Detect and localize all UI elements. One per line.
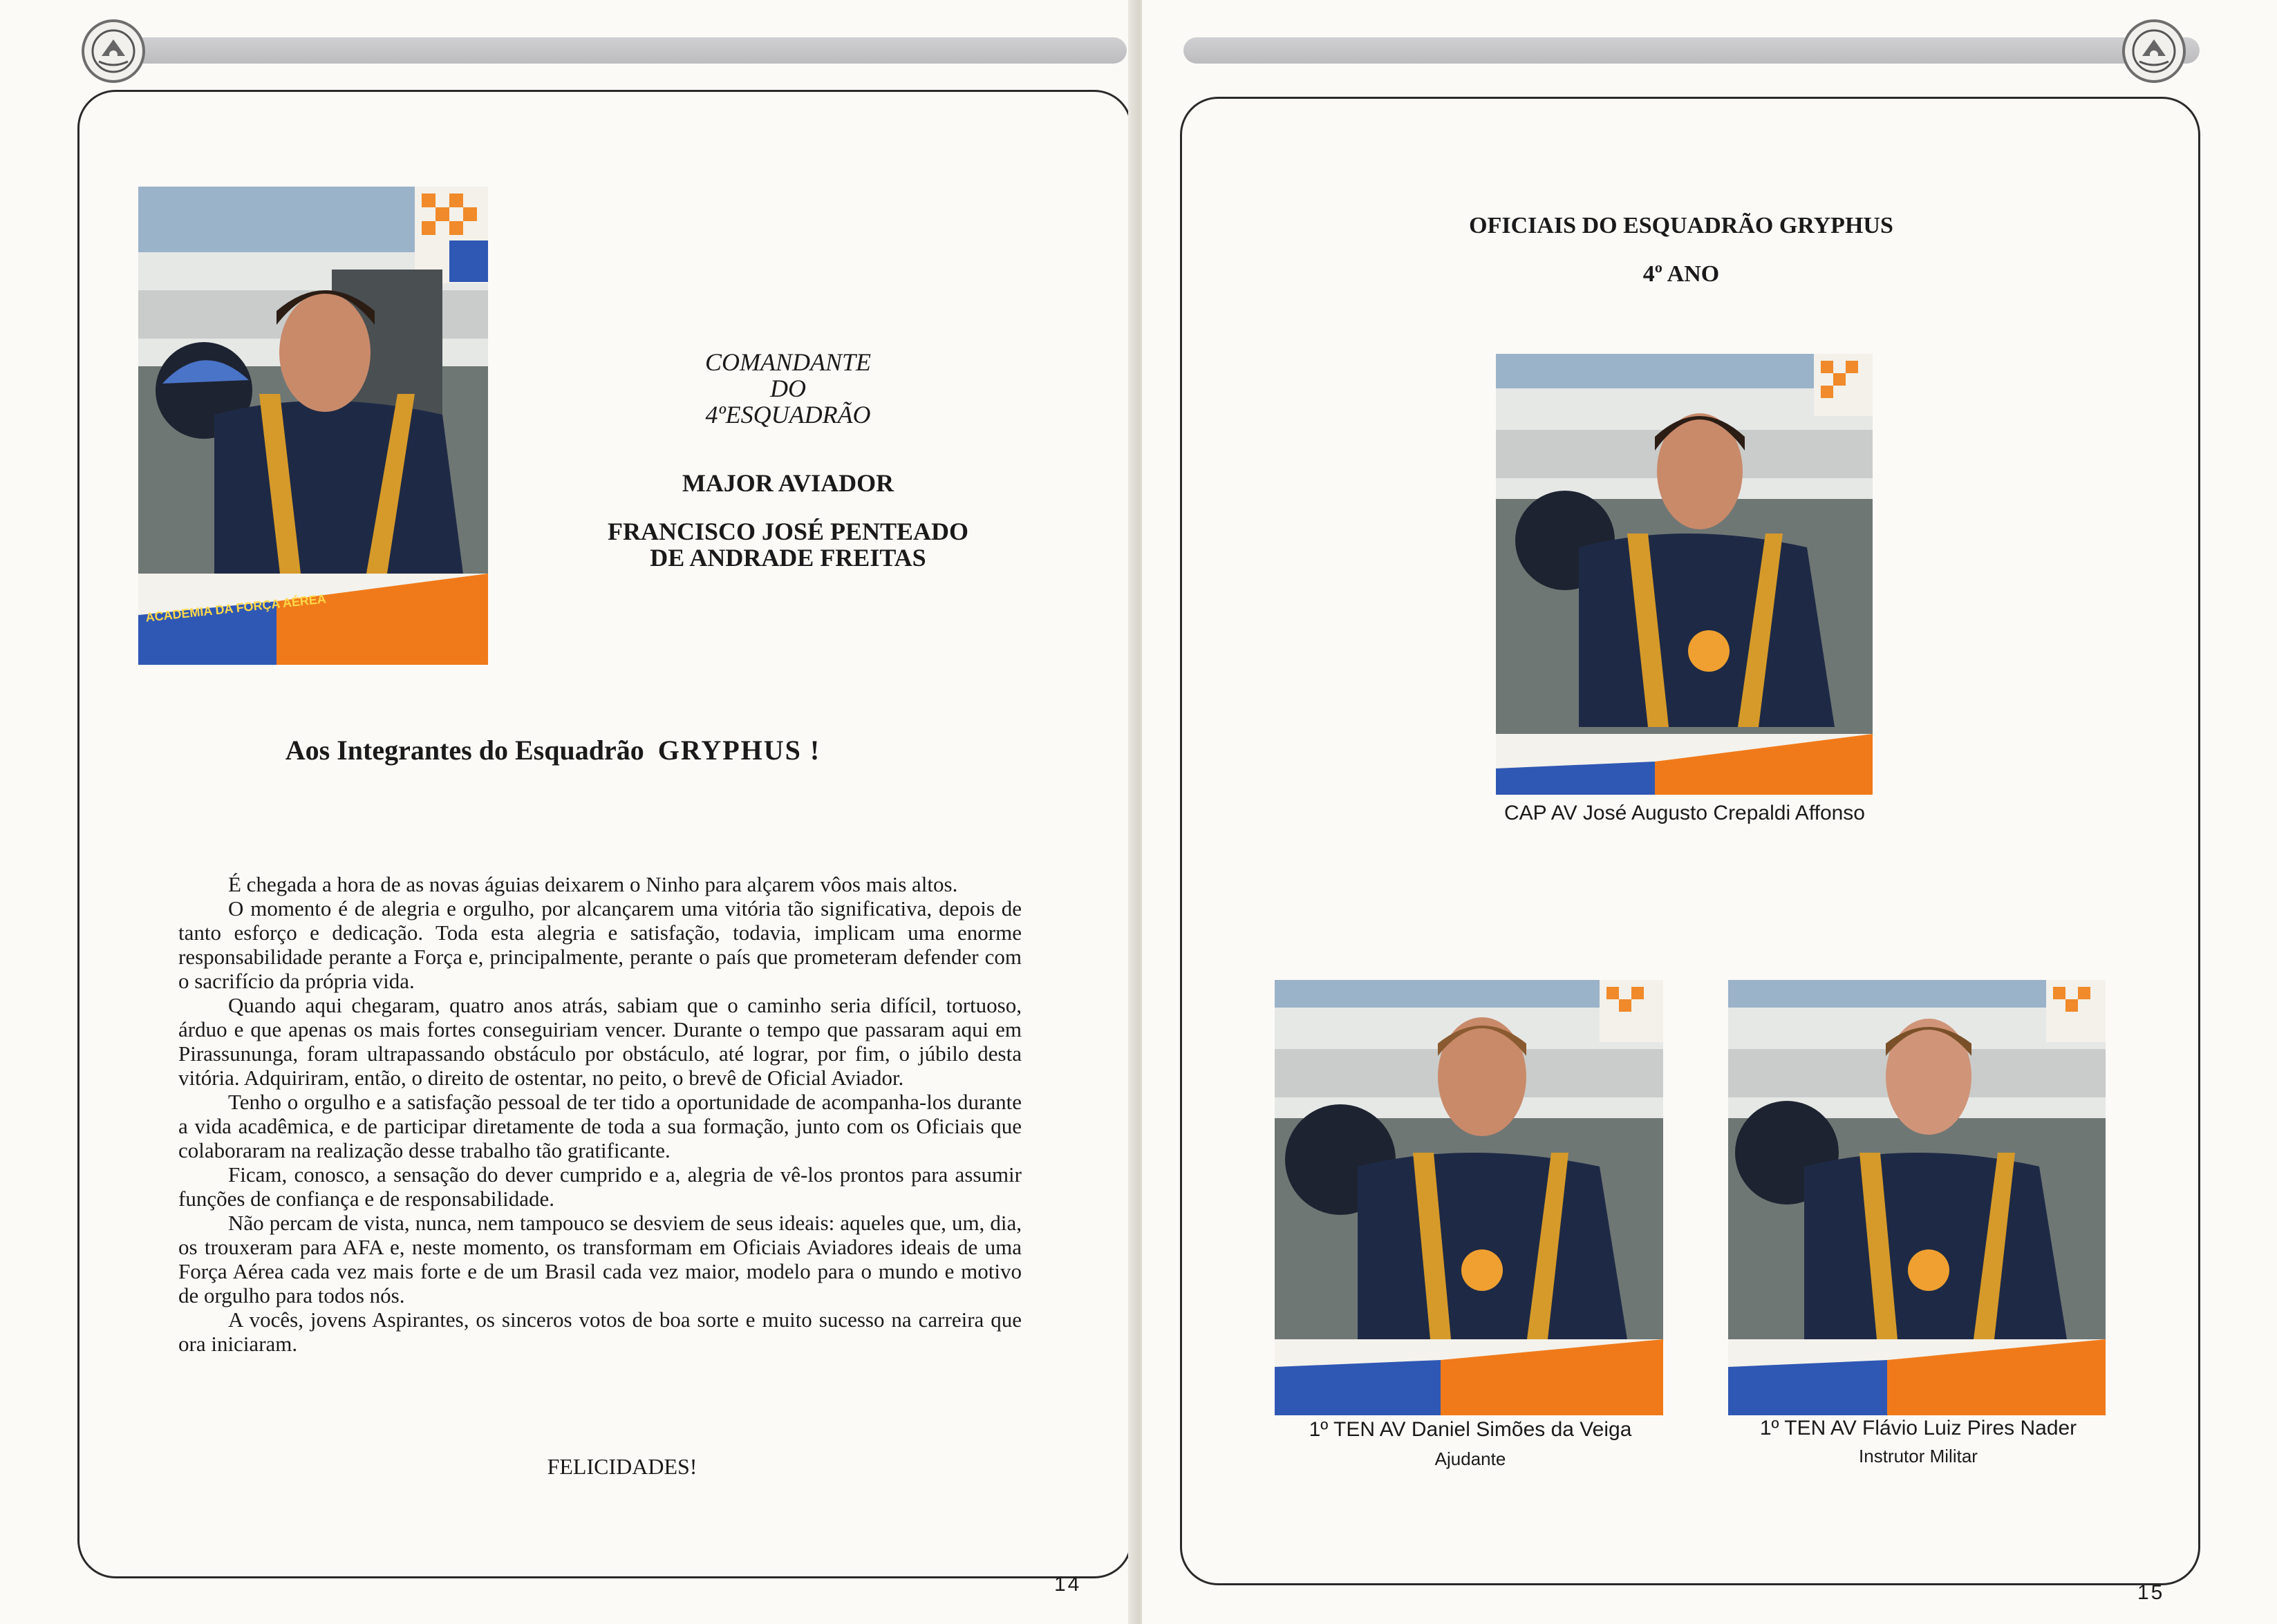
officer-name-1: CAP AV José Augusto Crepaldi Affonso (1503, 802, 1865, 824)
heading-line-3: 4ºESQUADRÃO (705, 401, 871, 428)
message-paragraph-1: É chegada a hora de as novas águias deixarem o Ninho para alçarem vôos mais altos. (228, 872, 958, 896)
officer-photo-2 (1275, 980, 1663, 1415)
message-paragraph-6: Não percam de vista, nunca, nem tampouco se desviem de seus ideais: aqueles que, um, dia, os trouxeram para AFA e, neste momento, os transformam em Oficiais Aviadores ideais de uma Força Aérea cada vez mais forte e de um Brasil cada vez maior, modelo para o mundo e motivo de orgulho para todos nós. (178, 1211, 1022, 1307)
commander-heading (622, 349, 954, 428)
academy-seal-icon (2122, 19, 2186, 83)
greeting-prefix: Aos Integrantes do Esquadrão (285, 735, 644, 766)
header-bar (104, 37, 1127, 64)
left-page (0, 0, 1135, 1624)
page-number: 15 (2137, 1581, 2165, 1604)
page-number: 14 (1054, 1573, 1082, 1596)
commander-name-line-1: FRANCISCO JOSÉ PENTEADO (607, 518, 969, 545)
page-subtitle: 4º ANO (1642, 261, 1720, 287)
header-bar (1183, 37, 2200, 64)
officer-role-3: Instrutor Militar (1859, 1446, 1978, 1466)
page-title: OFICIAIS DO ESQUADRÃO GRYPHUS (1469, 213, 1893, 238)
photo-banner-text: ACADEMIA DA FORÇA AÉREA (144, 592, 327, 625)
officer-photo-3 (1728, 980, 2106, 1415)
heading-line-2: DO (770, 375, 806, 402)
commander-name-line-2: DE ANDRADE FREITAS (650, 544, 926, 572)
greeting-squadron: GRYPHUS ! (657, 735, 821, 766)
officer-name-3: 1º TEN AV Flávio Luiz Pires Nader (1759, 1417, 2077, 1439)
heading-line-1: COMANDANTE (704, 348, 871, 376)
commander-rank: MAJOR AVIADOR (682, 469, 894, 497)
message-paragraph-5: Ficam, conosco, a sensação do dever cumprido e a, alegria de vê-los prontos para assumir funções de confiança e de responsabilidade. (178, 1162, 1022, 1211)
commander-photo (138, 187, 488, 665)
message-paragraph-4: Tenho o orgulho e a satisfação pessoal de ter tido a oportunidade de acompanha-los durante a vida acadêmica, e de participar diretamente de toda a sua formação, junto com os Oficiais que colaboraram na realização desse trabalho tão gratificante. (178, 1090, 1022, 1162)
message-paragraph-2: O momento é de alegria e orgulho, por alcançarem uma vitória tão significativa, depois de tanto esforço e dedicação. Toda esta alegria e satisfação, todavia, implicam uma enorme responsabilidade perante a Força e, principalmente, perante o país que prometeram defender com o sacrifício da própria vida. (178, 896, 1022, 993)
message-body (178, 872, 1022, 1356)
officer-name-2: 1º TEN AV Daniel Simões da Veiga (1309, 1418, 1632, 1441)
message-paragraph-3: Quando aqui chegaram, quatro anos atrás, sabiam que o caminho seria difícil, tortuoso, árduo e que apenas os mais fortes conseguiriam vencer. Durante o tempo que passaram aqui em Pirassununga, foram ultrapassando obstáculo por obstáculo, até lograr, por fim, o júbilo desta vitória. Adquiriram, então, o direito de ostentar, no peito, o brevê de Oficial Aviador. (178, 993, 1022, 1090)
closing: FELICIDADES! (547, 1454, 697, 1479)
right-page (1142, 0, 2277, 1624)
officer-photo-1 (1496, 354, 1873, 795)
academy-seal-icon (82, 19, 145, 83)
message-paragraph-7: A vocês, jovens Aspirantes, os sinceros votos de boa sorte e muito sucesso na carreira que ora iniciaram. (178, 1307, 1022, 1356)
officer-role-2: Ajudante (1434, 1448, 1506, 1469)
commander-name (567, 518, 1009, 571)
greeting (207, 734, 899, 766)
